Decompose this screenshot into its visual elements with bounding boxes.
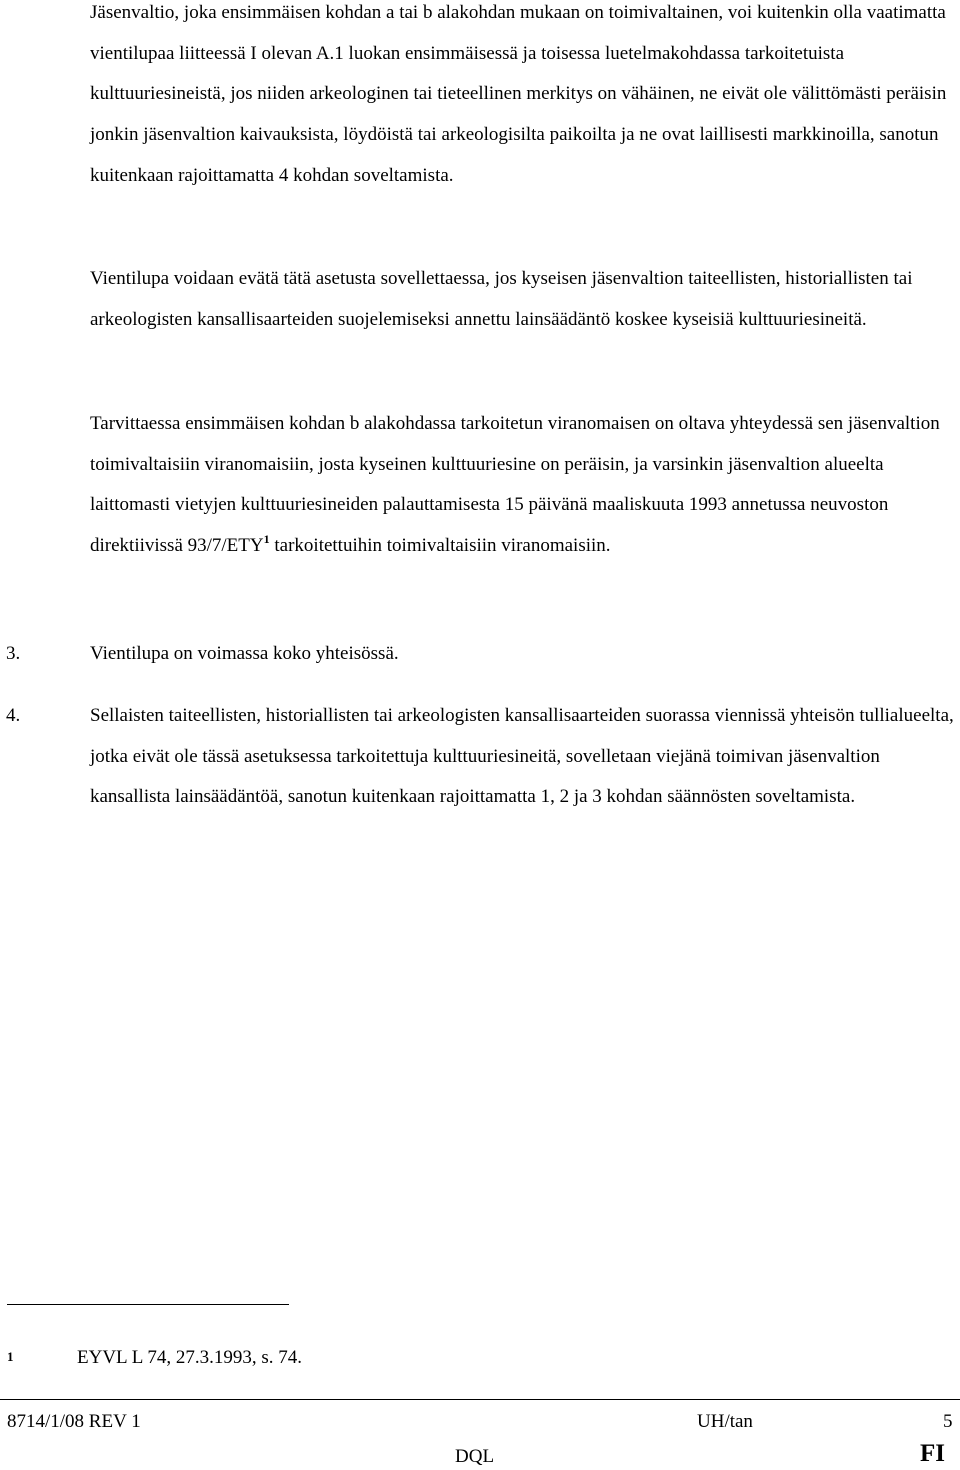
paragraph-exemption: Jäsenvaltio, joka ensimmäisen kohdan a tai b alakohdan mukaan on toimivaltainen, voi kuitenkin olla vaatimatta vientilupaa liitteessä I olevan A.1 luokan ensimmäisessä ja toisessa luetelmakohdassa tarkoitetuista kulttuuriesineistä, jos niiden arkeologinen tai tieteellinen merkitys on vähäinen, ne eivät ole välittömästi peräisin jonkin jäsenvaltion kaivauksista, löydöistä tai arkeologisilta paikoilta ja ne ovat laillisesti markkinoilla, sanotun kuitenkaan rajoittamatta 4 kohdan soveltamista. [90,2,947,186]
footer-divider [0,1399,960,1400]
paragraph-cooperation [90,404,955,567]
footnote-text: EYVL L 74, 27.3.1993, s. 74. [77,1347,302,1368]
footnote-mark: 1 [7,1349,14,1364]
paragraph-cooperation-tail: tarkoitettuihin toimivaltaisiin viranomaisiin. [269,535,611,557]
footer-language: FI [920,1440,945,1467]
item-number-4: 4. [6,705,21,726]
paragraph-cooperation-text: Tarvittaessa ensimmäisen kohdan b alakohdassa tarkoitetun viranomaisen on oltava yhteydessä sen jäsenvaltion toimivaltaisiin viranomaisiin, josta kyseinen kulttuuriesine on peräisin, ja varsinkin jäsenvaltion alueelta laittomasti vietyjen kulttuuriesineiden palauttamisesta 15 päivänä maaliskuuta 1993 annetussa neuvoston direktiivissä 93/7/ETY [90,413,940,557]
footer-doc-reference: 8714/1/08 REV 1 [7,1411,141,1432]
item-number-3: 3. [6,643,21,664]
footnote-divider [7,1304,289,1305]
item-text-4: Sellaisten taiteellisten, historiallisten tai arkeologisten kansallisaarteiden suorassa viennissä yhteisön tullialueelta, jotka eivät ole tässä asetuksessa tarkoitettuja kulttuuriesineitä, sovelletaan viejänä toimivan jäsenvaltion kansallista lainsäädäntöä, sanotun kuitenkaan rajoittamatta 1, 2 ja 3 kohdan säännösten soveltamista. [90,705,954,808]
item-text-3: Vientilupa on voimassa koko yhteisössä. [90,643,399,664]
footer-department: DQL [455,1446,495,1467]
footnote-reference: 1 [263,532,270,547]
footer-initials: UH/tan [697,1411,753,1432]
footer-page-number: 5 [943,1411,953,1432]
paragraph-refusal: Vientilupa voidaan evätä tätä asetusta sovellettaessa, jos kyseisen jäsenvaltion taiteellisten, historiallisten tai arkeologisten kansallisaarteiden suojelemiseksi annettu lainsäädäntö koskee kyseisiä kulttuuriesineitä. [90,268,913,330]
